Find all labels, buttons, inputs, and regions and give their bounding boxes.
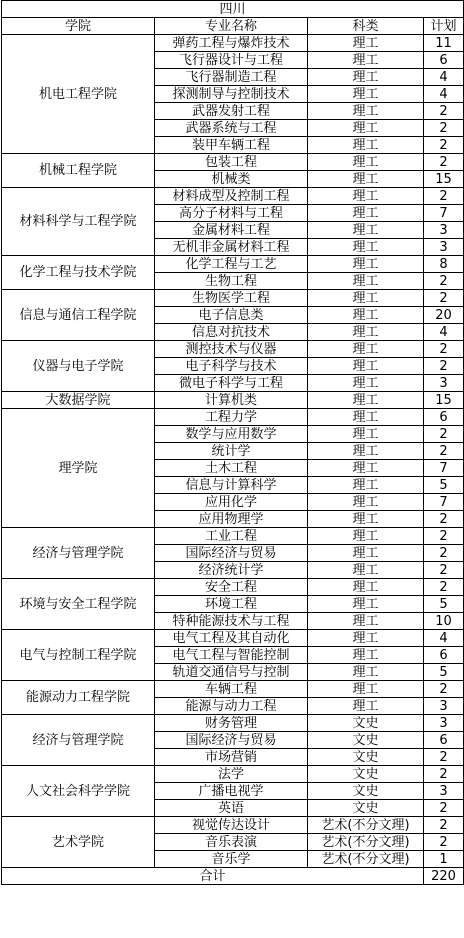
major-cell: 武器系统与工程 bbox=[155, 120, 308, 137]
plan-cell: 2 bbox=[424, 681, 464, 698]
category-cell: 理工 bbox=[308, 528, 424, 545]
category-cell: 理工 bbox=[308, 511, 424, 528]
college-cell: 机电工程学院 bbox=[2, 35, 155, 154]
category-cell: 文史 bbox=[308, 766, 424, 783]
category-cell: 理工 bbox=[308, 494, 424, 511]
plan-cell: 2 bbox=[424, 358, 464, 375]
plan-cell: 20 bbox=[424, 307, 464, 324]
total-label: 合计 bbox=[2, 868, 424, 885]
category-cell: 理工 bbox=[308, 239, 424, 256]
major-cell: 经济统计学 bbox=[155, 562, 308, 579]
major-cell: 飞行器制造工程 bbox=[155, 69, 308, 86]
table-row bbox=[2, 188, 464, 205]
plan-cell: 3 bbox=[424, 715, 464, 732]
plan-cell: 2 bbox=[424, 154, 464, 171]
table-row bbox=[2, 681, 464, 698]
major-cell: 机械类 bbox=[155, 171, 308, 188]
category-cell: 理工 bbox=[308, 613, 424, 630]
major-cell: 安全工程 bbox=[155, 579, 308, 596]
table-row bbox=[2, 341, 464, 358]
category-cell: 理工 bbox=[308, 222, 424, 239]
title-row bbox=[2, 1, 464, 18]
category-cell: 理工 bbox=[308, 477, 424, 494]
plan-cell: 2 bbox=[424, 273, 464, 290]
category-cell: 理工 bbox=[308, 324, 424, 341]
major-cell: 市场营销 bbox=[155, 749, 308, 766]
major-cell: 探测制导与控制技术 bbox=[155, 86, 308, 103]
plan-cell: 6 bbox=[424, 409, 464, 426]
plan-cell: 6 bbox=[424, 52, 464, 69]
major-cell: 应用化学 bbox=[155, 494, 308, 511]
category-cell: 理工 bbox=[308, 273, 424, 290]
table-row bbox=[2, 817, 464, 834]
major-cell: 土木工程 bbox=[155, 460, 308, 477]
plan-cell: 3 bbox=[424, 222, 464, 239]
category-cell: 文史 bbox=[308, 715, 424, 732]
category-cell: 理工 bbox=[308, 681, 424, 698]
category-cell: 理工 bbox=[308, 443, 424, 460]
major-cell: 环境工程 bbox=[155, 596, 308, 613]
header-major: 专业名称 bbox=[155, 18, 308, 35]
college-cell: 材料科学与工程学院 bbox=[2, 188, 155, 256]
college-cell: 艺术学院 bbox=[2, 817, 155, 868]
plan-cell: 7 bbox=[424, 460, 464, 477]
major-cell: 电子信息类 bbox=[155, 307, 308, 324]
plan-cell: 5 bbox=[424, 596, 464, 613]
category-cell: 艺术(不分文理) bbox=[308, 834, 424, 851]
college-cell: 理学院 bbox=[2, 409, 155, 528]
major-cell: 弹药工程与爆炸技术 bbox=[155, 35, 308, 52]
major-cell: 信息对抗技术 bbox=[155, 324, 308, 341]
category-cell: 理工 bbox=[308, 290, 424, 307]
plan-cell: 11 bbox=[424, 35, 464, 52]
category-cell: 理工 bbox=[308, 375, 424, 392]
category-cell: 理工 bbox=[308, 120, 424, 137]
category-cell: 理工 bbox=[308, 188, 424, 205]
major-cell: 音乐学 bbox=[155, 851, 308, 868]
plan-cell: 2 bbox=[424, 766, 464, 783]
category-cell: 理工 bbox=[308, 647, 424, 664]
category-cell: 理工 bbox=[308, 171, 424, 188]
plan-cell: 2 bbox=[424, 120, 464, 137]
plan-cell: 2 bbox=[424, 341, 464, 358]
college-cell: 信息与通信工程学院 bbox=[2, 290, 155, 341]
category-cell: 理工 bbox=[308, 460, 424, 477]
major-cell: 电子科学与技术 bbox=[155, 358, 308, 375]
major-cell: 广播电视学 bbox=[155, 783, 308, 800]
plan-cell: 7 bbox=[424, 494, 464, 511]
major-cell: 应用物理学 bbox=[155, 511, 308, 528]
plan-cell: 2 bbox=[424, 426, 464, 443]
college-cell: 人文社会科学学院 bbox=[2, 766, 155, 817]
plan-cell: 2 bbox=[424, 834, 464, 851]
major-cell: 特种能源技术与工程 bbox=[155, 613, 308, 630]
plan-cell: 4 bbox=[424, 86, 464, 103]
header-college: 学院 bbox=[2, 18, 155, 35]
total-row bbox=[2, 868, 464, 885]
major-cell: 计算机类 bbox=[155, 392, 308, 409]
major-cell: 包装工程 bbox=[155, 154, 308, 171]
college-cell: 机械工程学院 bbox=[2, 154, 155, 188]
plan-cell: 15 bbox=[424, 392, 464, 409]
plan-cell: 6 bbox=[424, 732, 464, 749]
header-plan: 计划 bbox=[424, 18, 464, 35]
category-cell: 理工 bbox=[308, 256, 424, 273]
plan-cell: 2 bbox=[424, 800, 464, 817]
category-cell: 理工 bbox=[308, 545, 424, 562]
category-cell: 理工 bbox=[308, 205, 424, 222]
plan-cell: 3 bbox=[424, 375, 464, 392]
category-cell: 理工 bbox=[308, 562, 424, 579]
plan-cell: 3 bbox=[424, 783, 464, 800]
category-cell: 理工 bbox=[308, 86, 424, 103]
category-cell: 理工 bbox=[308, 69, 424, 86]
college-cell: 能源动力工程学院 bbox=[2, 681, 155, 715]
major-cell: 生物工程 bbox=[155, 273, 308, 290]
major-cell: 武器发射工程 bbox=[155, 103, 308, 120]
table-row bbox=[2, 290, 464, 307]
plan-cell: 2 bbox=[424, 137, 464, 154]
category-cell: 艺术(不分文理) bbox=[308, 817, 424, 834]
college-cell: 仪器与电子学院 bbox=[2, 341, 155, 392]
admission-plan-table bbox=[1, 0, 464, 885]
major-cell: 英语 bbox=[155, 800, 308, 817]
category-cell: 文史 bbox=[308, 749, 424, 766]
plan-cell: 10 bbox=[424, 613, 464, 630]
plan-cell: 2 bbox=[424, 545, 464, 562]
category-cell: 理工 bbox=[308, 35, 424, 52]
major-cell: 财务管理 bbox=[155, 715, 308, 732]
college-cell: 电气与控制工程学院 bbox=[2, 630, 155, 681]
major-cell: 国际经济与贸易 bbox=[155, 545, 308, 562]
table-row bbox=[2, 528, 464, 545]
major-cell: 数学与应用数学 bbox=[155, 426, 308, 443]
category-cell: 理工 bbox=[308, 103, 424, 120]
plan-cell: 2 bbox=[424, 579, 464, 596]
college-cell: 大数据学院 bbox=[2, 392, 155, 409]
category-cell: 理工 bbox=[308, 596, 424, 613]
major-cell: 工业工程 bbox=[155, 528, 308, 545]
category-cell: 文史 bbox=[308, 800, 424, 817]
major-cell: 材料成型及控制工程 bbox=[155, 188, 308, 205]
plan-cell: 8 bbox=[424, 256, 464, 273]
category-cell: 理工 bbox=[308, 698, 424, 715]
table-title: 四川 bbox=[2, 1, 464, 18]
plan-cell: 2 bbox=[424, 562, 464, 579]
header-row bbox=[2, 18, 464, 35]
table-row bbox=[2, 154, 464, 171]
category-cell: 理工 bbox=[308, 579, 424, 596]
table-row bbox=[2, 630, 464, 647]
table-body bbox=[2, 1, 464, 868]
plan-cell: 7 bbox=[424, 205, 464, 222]
table-row bbox=[2, 35, 464, 52]
plan-cell: 15 bbox=[424, 171, 464, 188]
plan-cell: 5 bbox=[424, 477, 464, 494]
plan-cell: 6 bbox=[424, 647, 464, 664]
major-cell: 信息与计算科学 bbox=[155, 477, 308, 494]
major-cell: 高分子材料与工程 bbox=[155, 205, 308, 222]
table-row bbox=[2, 715, 464, 732]
table-row bbox=[2, 256, 464, 273]
category-cell: 理工 bbox=[308, 358, 424, 375]
major-cell: 化学工程与工艺 bbox=[155, 256, 308, 273]
total-value: 220 bbox=[424, 868, 464, 885]
college-cell: 环境与安全工程学院 bbox=[2, 579, 155, 630]
major-cell: 轨道交通信号与控制 bbox=[155, 664, 308, 681]
college-cell: 经济与管理学院 bbox=[2, 528, 155, 579]
plan-cell: 2 bbox=[424, 290, 464, 307]
plan-cell: 1 bbox=[424, 851, 464, 868]
plan-cell: 3 bbox=[424, 698, 464, 715]
plan-cell: 2 bbox=[424, 528, 464, 545]
major-cell: 车辆工程 bbox=[155, 681, 308, 698]
plan-cell: 2 bbox=[424, 188, 464, 205]
header-category: 科类 bbox=[308, 18, 424, 35]
plan-cell: 5 bbox=[424, 664, 464, 681]
plan-cell: 2 bbox=[424, 103, 464, 120]
major-cell: 工程力学 bbox=[155, 409, 308, 426]
category-cell: 理工 bbox=[308, 392, 424, 409]
plan-cell: 4 bbox=[424, 69, 464, 86]
category-cell: 理工 bbox=[308, 52, 424, 69]
major-cell: 无机非金属材料工程 bbox=[155, 239, 308, 256]
category-cell: 理工 bbox=[308, 341, 424, 358]
major-cell: 音乐表演 bbox=[155, 834, 308, 851]
major-cell: 金属材料工程 bbox=[155, 222, 308, 239]
college-cell: 化学工程与技术学院 bbox=[2, 256, 155, 290]
category-cell: 理工 bbox=[308, 307, 424, 324]
category-cell: 理工 bbox=[308, 409, 424, 426]
major-cell: 电气工程及其自动化 bbox=[155, 630, 308, 647]
major-cell: 装甲车辆工程 bbox=[155, 137, 308, 154]
major-cell: 电气工程与智能控制 bbox=[155, 647, 308, 664]
category-cell: 理工 bbox=[308, 630, 424, 647]
major-cell: 法学 bbox=[155, 766, 308, 783]
plan-cell: 3 bbox=[424, 239, 464, 256]
major-cell: 微电子科学与工程 bbox=[155, 375, 308, 392]
college-cell: 经济与管理学院 bbox=[2, 715, 155, 766]
major-cell: 视觉传达设计 bbox=[155, 817, 308, 834]
major-cell: 飞行器设计与工程 bbox=[155, 52, 308, 69]
major-cell: 测控技术与仪器 bbox=[155, 341, 308, 358]
major-cell: 国际经济与贸易 bbox=[155, 732, 308, 749]
category-cell: 理工 bbox=[308, 664, 424, 681]
major-cell: 生物医学工程 bbox=[155, 290, 308, 307]
category-cell: 文史 bbox=[308, 732, 424, 749]
plan-cell: 4 bbox=[424, 630, 464, 647]
plan-cell: 2 bbox=[424, 817, 464, 834]
category-cell: 文史 bbox=[308, 783, 424, 800]
category-cell: 理工 bbox=[308, 137, 424, 154]
table-row bbox=[2, 579, 464, 596]
table-row bbox=[2, 409, 464, 426]
category-cell: 艺术(不分文理) bbox=[308, 851, 424, 868]
table-row bbox=[2, 392, 464, 409]
plan-cell: 2 bbox=[424, 749, 464, 766]
major-cell: 能源与动力工程 bbox=[155, 698, 308, 715]
major-cell: 统计学 bbox=[155, 443, 308, 460]
category-cell: 理工 bbox=[308, 426, 424, 443]
plan-cell: 4 bbox=[424, 324, 464, 341]
plan-cell: 2 bbox=[424, 511, 464, 528]
plan-cell: 2 bbox=[424, 443, 464, 460]
table-footer bbox=[2, 868, 464, 885]
category-cell: 理工 bbox=[308, 154, 424, 171]
table-row bbox=[2, 766, 464, 783]
